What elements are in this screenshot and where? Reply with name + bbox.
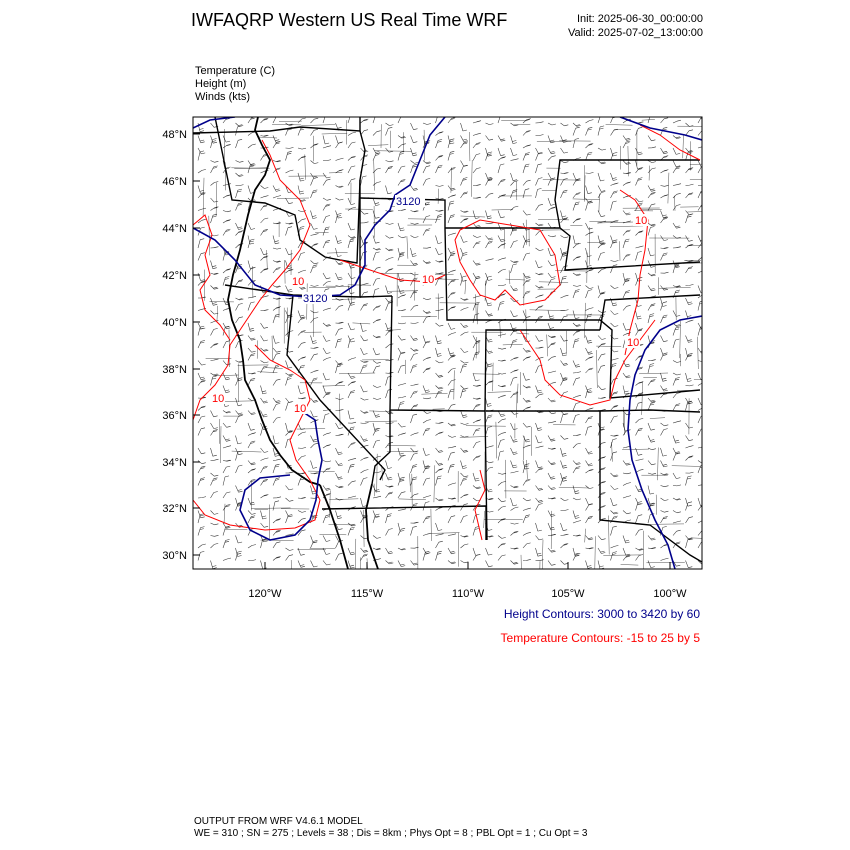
chart-title: IWFAQRP Western US Real Time WRF	[191, 10, 508, 30]
lat-tick-label: 46°N	[162, 176, 187, 188]
temp-label: 10	[635, 215, 648, 227]
lat-tick-label: 40°N	[162, 317, 187, 329]
height-label: 3120	[303, 293, 328, 305]
temp-label: 10	[292, 276, 305, 288]
lon-tick-label: 110°W	[451, 588, 485, 600]
temp-label: 10	[294, 403, 307, 415]
lat-tick-label: 34°N	[162, 457, 187, 469]
init-time: Init: 2025-06-30_00:00:00	[577, 13, 703, 25]
lat-tick-label: 42°N	[162, 270, 187, 282]
footer-model: OUTPUT FROM WRF V4.6.1 MODEL	[194, 816, 363, 827]
lat-tick-label: 32°N	[162, 503, 187, 515]
lat-tick-label: 30°N	[162, 550, 187, 562]
footer-config: WE = 310 ; SN = 275 ; Levels = 38 ; Dis = 8km ; Phys Opt = 8 ; PBL Opt = 1 ; Cu Opt = 3	[194, 828, 588, 839]
temp-label: 10	[422, 274, 435, 286]
height-label: 3120	[396, 196, 421, 208]
field-legend-temperature: Temperature (C)	[195, 65, 276, 77]
valid-time: Valid: 2025-07-02_13:00:00	[568, 27, 703, 39]
temp-label: 10	[212, 393, 225, 405]
temperature-contour-info: Temperature Contours: -15 to 25 by 5	[500, 631, 700, 645]
lon-tick-label: 105°W	[551, 588, 585, 600]
lat-tick-label: 48°N	[162, 129, 187, 141]
height-contour-info: Height Contours: 3000 to 3420 by 60	[503, 607, 700, 621]
temp-label: 10	[627, 337, 640, 349]
field-legend-height: Height (m)	[195, 78, 247, 90]
lat-tick-label: 36°N	[162, 410, 187, 422]
lon-tick-label: 100°W	[653, 588, 687, 600]
field-legend-winds: Winds (kts)	[195, 91, 250, 103]
lat-tick-label: 44°N	[162, 223, 187, 235]
lon-tick-label: 115°W	[350, 588, 384, 600]
lat-tick-label: 38°N	[162, 364, 187, 376]
lon-tick-label: 120°W	[248, 588, 282, 600]
